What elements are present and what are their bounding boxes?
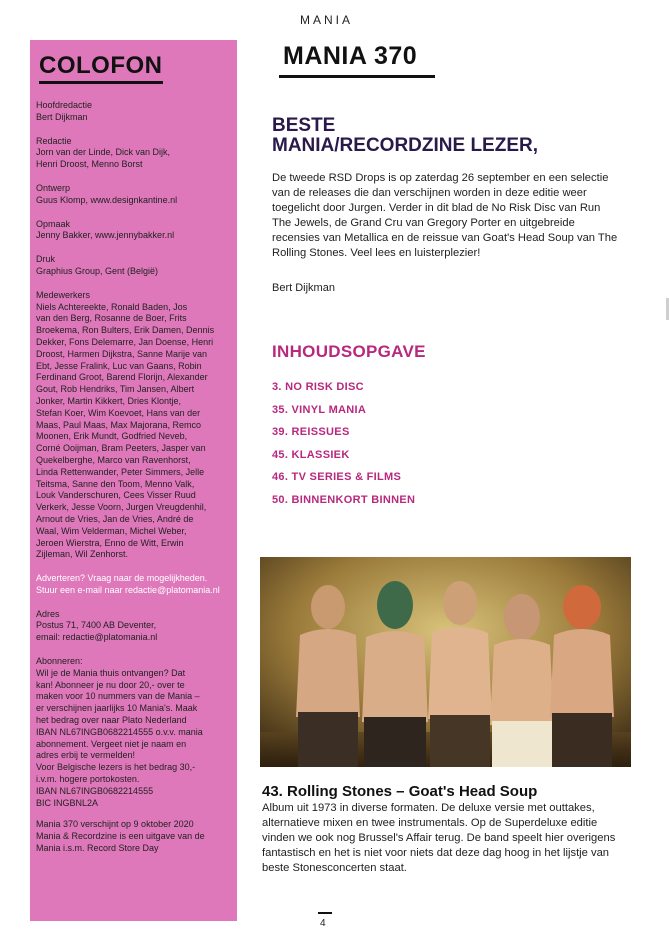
colofon-value: Bert Dijkman	[36, 111, 88, 122]
issue-title-underline	[279, 75, 435, 78]
colofon-value: Jorn van der Linde, Dick van Dijk, Henri Droost, Menno Borst	[36, 147, 171, 170]
colofon-block-contributors	[36, 290, 237, 561]
caption-text: Album uit 1973 in diverse formaten. De deluxe versie met outtakes, alternatieve mixen en twee instrumentals. Op de Superdeluxe editie vinden we ook nog Brussel's Affair terug. De band speelt hier overigens fantastisch en het is niet voor niets dat deze dag hoog in het lijstje van beste Stonesconcerten staat.	[262, 802, 616, 874]
signature: Bert Dijkman	[272, 282, 335, 294]
colofon-label: Redactie	[36, 135, 72, 146]
page-number: 4	[320, 918, 326, 929]
toc-item[interactable]: 46. TV SERIES & FILMS	[272, 471, 402, 484]
toc-item[interactable]: 45. KLASSIEK	[272, 448, 350, 461]
band-photo-illustration	[260, 557, 631, 767]
colofon-body	[36, 100, 237, 855]
colofon-block-print	[36, 254, 237, 278]
toc-item[interactable]: 50. BINNENKORT BINNEN	[272, 493, 416, 506]
colofon-value: Guus Klomp, www.designkantine.nl	[36, 194, 178, 205]
band-photo	[260, 557, 631, 767]
colofon-label: Adverteren? Vraag naar de mogelijkheden.	[36, 573, 208, 584]
colofon-value: Jenny Bakker, www.jennybakker.nl	[36, 230, 175, 241]
greeting-heading	[272, 116, 538, 156]
colofon-label: Medewerkers	[36, 289, 91, 300]
colofon-block-subscription	[36, 656, 237, 809]
colofon-block-closing	[36, 819, 237, 854]
colofon-title: COLOFON	[39, 53, 163, 84]
colofon-label: Druk	[36, 254, 56, 265]
running-head: MANIA	[300, 13, 354, 27]
colofon-value: Postus 71, 7400 AB Deventer, email: redactie@platomania.nl	[36, 620, 158, 643]
colofon-block-advertising	[36, 573, 237, 597]
page-number-rule	[318, 912, 332, 914]
colofon-block-layout	[36, 219, 237, 243]
colofon-label: Abonneren:	[36, 656, 83, 667]
toc-item[interactable]: 35. VINYL MANIA	[272, 403, 367, 416]
colofon-label: Hoofdredactie	[36, 100, 93, 110]
greeting-line: MANIA/RECORDZINE LEZER,	[272, 135, 538, 156]
colofon-block-editor-in-chief	[36, 100, 237, 124]
toc-item[interactable]: 3. NO RISK DISC	[272, 381, 364, 393]
colofon-block-design	[36, 183, 237, 207]
colofon-value: Niels Achtereekte, Ronald Baden, Jos van den Berg, Rosanne de Boer, Frits Broekema, Ron Bulters, Erik Damen, Dennis Dekker, Fons Delemarre, Jan Doense, Henri Droost, Harmen Dijkstra, Sanne Marije van Ebt, Jesse Fralink, Luc van Gaans, Robin Ferdinand Groot, Barend Florijn, Alexander Gout, Rob Hendriks, Tim Jansen, Albert Jonker, Martin Kikkert, Dries Klontje, Stefan Koer, Wim Koevoet, Hans van der Maas, Paul Maas, Max Majorana, Remco Moonen, Erik Mundt, Godfried Neveb, Corné Ooijman, Bram Peeters, Jasper van Quekelberghe, Marco van Ravenhorst, Linda Rettenwander, Peter Simmers, Jelle Teitsma, Sanne den Toom, Menno Valk, Louk Vanderschuren, Cees Visser Ruud Verkerk, Jesse Voorn, Jurgen Vreugdenhil, Arnout de Vries, Jan de Vries, André de Waal, Wim Velderman, Michel Weber, Jeroen Wierstra, Enno de Witt, Erwin Zijleman, Wil Zenhorst.	[36, 301, 215, 560]
issue-title: MANIA 370	[283, 42, 418, 70]
colofon-value: Wil je de Mania thuis ontvangen? Dat kan! Abonneer je nu door 20,- over te maken voor 10 nummers van de Mania – er verschijnen jaarlijks 10 Mania's. Maak het bedrag over naar Plato Nederland IBAN NL67INGB0682214555 o.v.v. mania abonnement. Vergeet niet je naam en adres erbij te vermelden! Voor Belgische lezers is het bedrag 30,- i.v.m. hogere portokosten. IBAN NL67INGB0682214555 BIC INGBNL2A	[36, 667, 203, 808]
greeting-line: BESTE	[272, 115, 336, 136]
colofon-sidebar	[30, 40, 237, 921]
colofon-block-editors	[36, 136, 237, 171]
toc-title: INHOUDSOPGAVE	[272, 342, 426, 361]
colofon-label: Ontwerp	[36, 182, 71, 193]
table-of-contents	[272, 379, 415, 515]
intro-paragraph: De tweede RSD Drops is op zaterdag 26 september en een selectie van de releases die dan verschijnen worden in deze editie weer toegelicht door Jurgen. Verder in dit blad de No Risk Disc van Run The Jewels, de Grand Cru van Gregory Porter en uitgebreide recensies van Metallica en de reissue van Goat's Head Soup van The Rolling Stones. Veel lees en luisterplezier!	[272, 172, 618, 259]
colofon-value: Graphius Group, Gent (België)	[36, 265, 159, 276]
colofon-value: Mania & Recordzine is een uitgave van de Mania i.s.m. Record Store Day	[36, 831, 205, 854]
colofon-block-address	[36, 609, 237, 644]
colofon-label: Adres	[36, 608, 60, 619]
colofon-value: Mania 370 verschijnt op 9 oktober 2020	[36, 819, 194, 830]
toc-item[interactable]: 39. REISSUES	[272, 426, 350, 439]
colofon-value: Stuur een e-mail naar redactie@platomania.nl	[36, 584, 220, 595]
colofon-label: Opmaak	[36, 218, 71, 229]
caption-title: 43. Rolling Stones – Goat's Head Soup	[262, 783, 538, 800]
